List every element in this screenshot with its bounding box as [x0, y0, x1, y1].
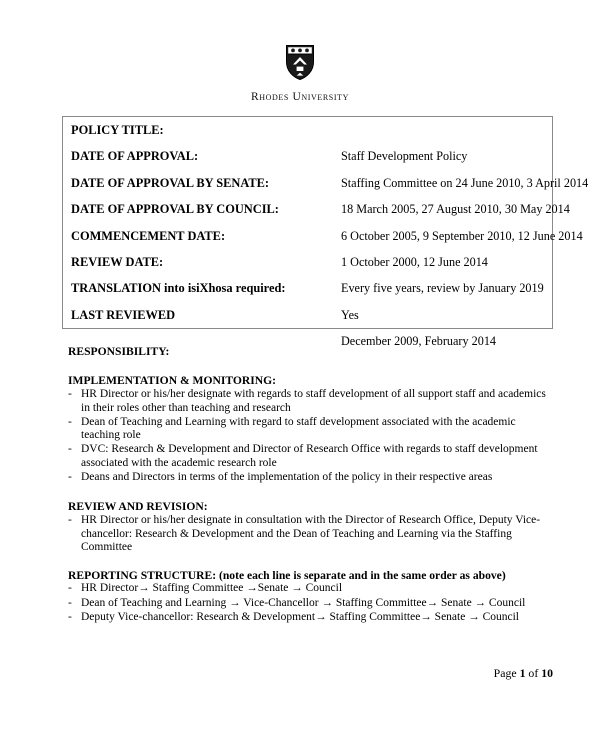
university-name: Rhodes University: [251, 91, 349, 103]
document-body: [68, 344, 548, 625]
table-cell: [63, 302, 552, 349]
metadata-label: LAST REVIEWED: [71, 307, 176, 322]
metadata-label: REVIEW DATE:: [71, 254, 164, 269]
list-item: - HR Director or his/her designate in consultation with the Director of Research Office, Deputy Vice-chancellor: Research & Development and the Dean of Teaching and Learning via the Staffing Committee: [68, 514, 548, 555]
metadata-value: Staffing Committee on 24 June 2010, 3 April 2014: [341, 175, 589, 190]
metadata-value: 1 October 2000, 12 June 2014: [341, 254, 488, 269]
list-item: - HR Director→ Staffing Committee →Senate → Council: [68, 582, 548, 596]
footer-page-prefix: Page: [493, 666, 520, 680]
table-row: [63, 223, 552, 249]
letterhead: [0, 44, 600, 103]
table-row: [63, 117, 552, 143]
list-item: - HR Director or his/her designate with regards to staff development of all support staff and academics in their roles other than teaching and research: [68, 388, 548, 415]
table-row: [63, 170, 552, 196]
reporting-structure-list: [68, 582, 548, 624]
metadata-value: 6 October 2005, 9 September 2010, 12 June 2014: [341, 228, 583, 243]
list-item: - Dean of Teaching and Learning → Vice-Chancellor → Staffing Committee→ Senate → Council: [68, 597, 548, 611]
list-item: - Deans and Directors in terms of the implementation of the policy in their respective areas: [68, 471, 548, 485]
metadata-value: Yes: [341, 307, 359, 322]
footer-page-total: 10: [541, 666, 553, 680]
table-row: [63, 249, 552, 275]
metadata-label: DATE OF APPROVAL:: [71, 149, 199, 164]
list-item: - Deputy Vice-chancellor: Research & Development→ Staffing Committee→ Senate → Council: [68, 611, 548, 625]
metadata-label: POLICY TITLE:: [71, 123, 164, 137]
implementation-monitoring-list: [68, 388, 548, 485]
footer-page-middle: of: [525, 666, 542, 680]
table-row: [63, 143, 552, 169]
list-item: - DVC: Research & Development and Director of Research Office with regards to staff development associated with the academic research role: [68, 443, 548, 470]
reporting-structure-heading: REPORTING STRUCTURE: (note each line is separate and in the same order as above): [68, 569, 506, 583]
metadata-value: December 2009, February 2014: [341, 334, 497, 349]
metadata-label: DATE OF APPROVAL BY SENATE:: [71, 175, 270, 190]
metadata-value: Staff Development Policy: [341, 149, 468, 164]
list-item: - Dean of Teaching and Learning with regard to staff development associated with the academic teaching role: [68, 416, 548, 443]
metadata-label: TRANSLATION into isiXhosa required:: [71, 281, 286, 296]
implementation-monitoring-heading: IMPLEMENTATION & MONITORING:: [68, 374, 277, 387]
review-revision-heading: REVIEW AND REVISION:: [68, 500, 208, 514]
rhodes-university-shield-crest-icon: [285, 44, 315, 80]
policy-metadata-table: [62, 116, 589, 349]
table-row: [63, 302, 552, 328]
metadata-label: COMMENCEMENT DATE:: [71, 228, 226, 243]
responsibility-heading: RESPONSIBILITY:: [68, 345, 170, 358]
table-row: [63, 196, 552, 222]
metadata-value: 18 March 2005, 27 August 2010, 30 May 2014: [341, 202, 570, 217]
page-footer: [0, 666, 553, 681]
review-revision-list: [68, 514, 548, 555]
table-row: [63, 275, 552, 301]
metadata-label: DATE OF APPROVAL BY COUNCIL:: [71, 202, 279, 217]
footer-page-number: 1: [519, 666, 526, 680]
metadata-value: Every five years, review by January 2019: [341, 281, 544, 296]
